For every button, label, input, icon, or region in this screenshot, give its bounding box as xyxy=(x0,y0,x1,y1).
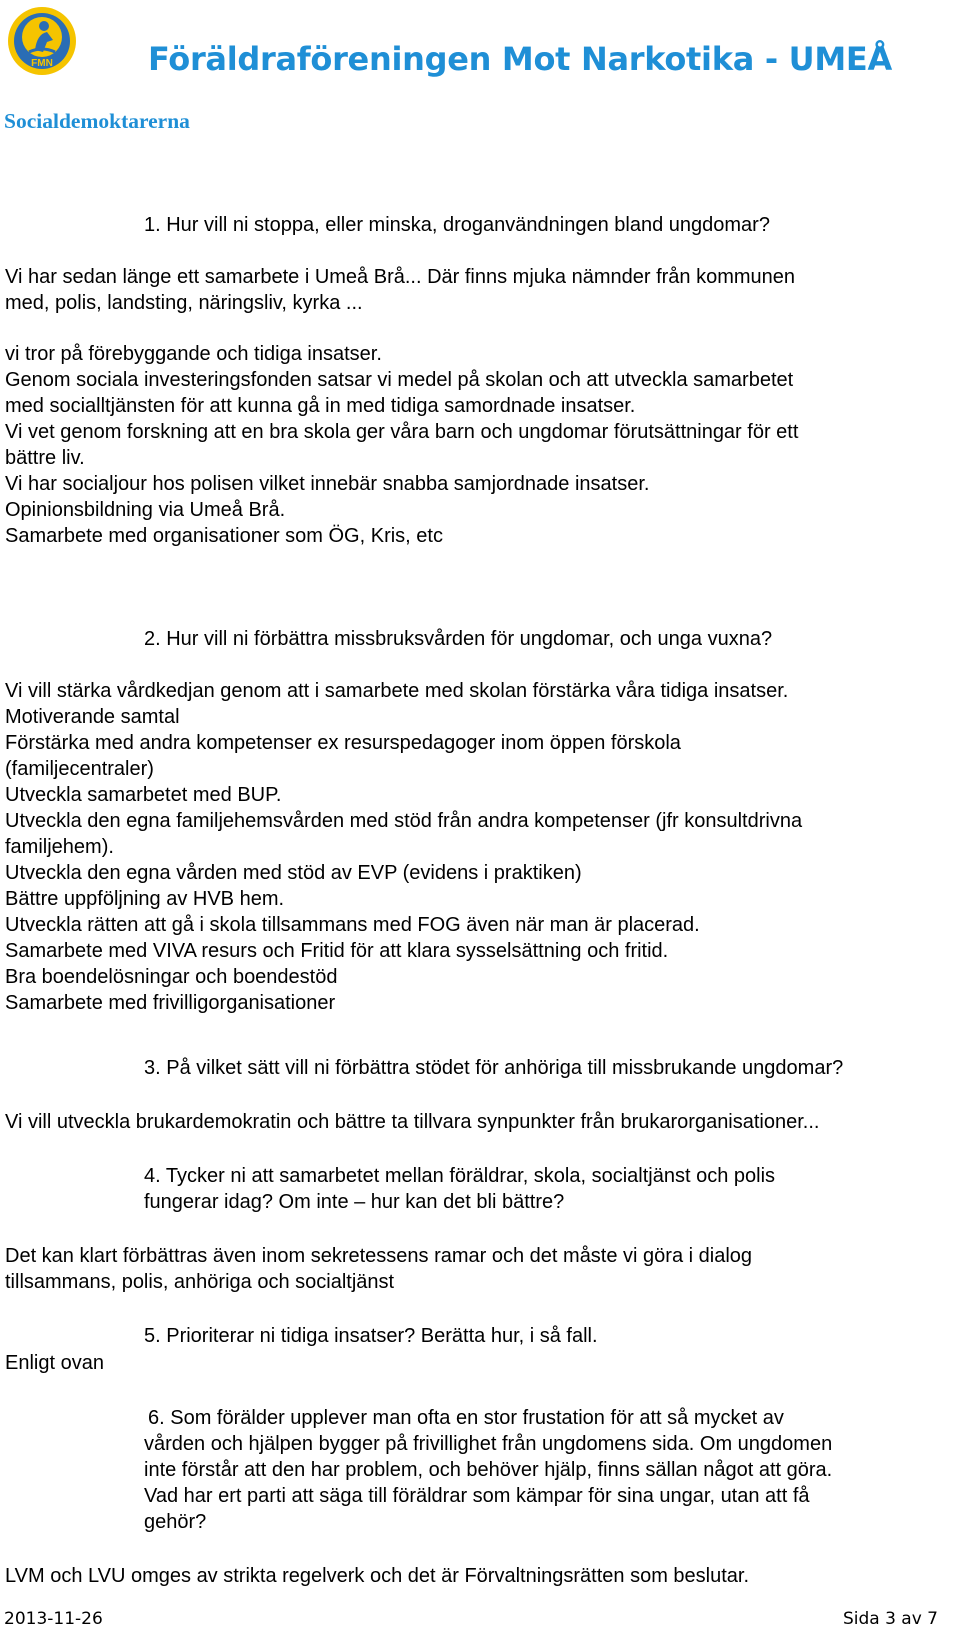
answer-line: Vi har socialjour hos polisen vilket innebär snabba samjordnade insatser. xyxy=(5,473,650,495)
question-1: 1. Hur vill ni stoppa, eller minska, droganvändningen bland ungdomar? xyxy=(144,214,770,236)
answer-line: vi tror på förebyggande och tidiga insatser. xyxy=(5,343,382,365)
answer-line: Samarbete med frivilligorganisationer xyxy=(5,992,336,1014)
answer-line: tillsammans, polis, anhöriga och socialtjänst xyxy=(5,1271,395,1293)
answer-line: med, polis, landsting, näringsliv, kyrka ... xyxy=(5,292,363,314)
question-6: gehör? xyxy=(144,1511,207,1533)
answer-line: med socialltjänsten för att kunna gå in med tidiga samordnade insatser. xyxy=(5,395,636,417)
question-6: 6. Som förälder upplever man ofta en stor frustation för att så mycket av xyxy=(148,1407,784,1429)
question-4: 4. Tycker ni att samarbetet mellan föräldrar, skola, socialtjänst och polis xyxy=(144,1165,776,1187)
answer-line: Bra boendelösningar och boendestöd xyxy=(5,966,338,988)
question-5: 5. Prioriterar ni tidiga insatser? Berätta hur, i så fall. xyxy=(144,1325,598,1347)
answer-line: Utveckla samarbetet med BUP. xyxy=(5,784,282,806)
answer-line: Utveckla den egna vården med stöd av EVP (evidens i praktiken) xyxy=(5,862,582,884)
answer-line: (familjecentraler) xyxy=(5,758,154,780)
fmn-logo xyxy=(7,6,77,76)
answer-line: Motiverande samtal xyxy=(5,706,180,728)
footer-date: 2013-11-26 xyxy=(4,1609,103,1629)
answer-line: LVM och LVU omges av strikta regelverk och det är Förvaltningsrätten som beslutar. xyxy=(5,1565,750,1587)
logo-text: FMN xyxy=(31,58,53,69)
question-6: Vad har ert parti att säga till föräldrar som kämpar för sina ungar, utan att få xyxy=(144,1485,810,1507)
answer-line: familjehem). xyxy=(5,836,114,858)
question-3: 3. På vilket sätt vill ni förbättra stödet för anhöriga till missbrukande ungdomar? xyxy=(144,1057,844,1079)
answer-line: Samarbete med VIVA resurs och Fritid för att klara sysselsättning och fritid. xyxy=(5,940,669,962)
answer-line: Enligt ovan xyxy=(5,1352,104,1374)
answer-line: Opinionsbildning via Umeå Brå. xyxy=(5,499,286,521)
organization-title: Föräldraföreningen Mot Narkotika - UMEÅ xyxy=(148,40,892,78)
answer-line: Vi har sedan länge ett samarbete i Umeå Brå... Där finns mjuka nämnder från kommunen xyxy=(5,266,796,288)
question-6: vården och hjälpen bygger på frivillighet från ungdomens sida. Om ungdomen xyxy=(144,1433,833,1455)
answer-line: Det kan klart förbättras även inom sekretessens ramar och det måste vi göra i dialog xyxy=(5,1245,753,1267)
question-6: inte förstår att den har problem, och behöver hjälp, finns sällan något att göra. xyxy=(144,1459,833,1481)
answer-line: Utveckla den egna familjehemsvården med stöd från andra kompetenser (jfr konsultdrivna xyxy=(5,810,803,832)
footer-page-number: Sida 3 av 7 xyxy=(842,1609,938,1629)
answer-line: Vi vet genom forskning att en bra skola ger våra barn och ungdomar förutsättningar för ett xyxy=(5,421,799,443)
answer-line: Utveckla rätten att gå i skola tillsammans med FOG även när man är placerad. xyxy=(5,914,700,936)
party-name: Socialdemoktarerna xyxy=(4,109,190,133)
answer-line: Genom sociala investeringsfonden satsar vi medel på skolan och att utveckla samarbetet xyxy=(5,369,794,391)
question-4: fungerar idag? Om inte – hur kan det bli bättre? xyxy=(144,1191,565,1213)
answer-line: Vi vill stärka vårdkedjan genom att i samarbete med skolan förstärka våra tidiga insatser. xyxy=(5,680,789,702)
answer-line: Vi vill utveckla brukardemokratin och bättre ta tillvara synpunkter från brukarorganisationer... xyxy=(5,1111,820,1133)
answer-line: Samarbete med organisationer som ÖG, Kris, etc xyxy=(5,525,443,547)
answer-line: bättre liv. xyxy=(5,447,85,469)
answer-line: Förstärka med andra kompetenser ex resurspedagoger inom öppen förskola xyxy=(5,732,681,754)
answer-line: Bättre uppföljning av HVB hem. xyxy=(5,888,285,910)
question-2: 2. Hur vill ni förbättra missbruksvården för ungdomar, och unga vuxna? xyxy=(144,628,773,650)
